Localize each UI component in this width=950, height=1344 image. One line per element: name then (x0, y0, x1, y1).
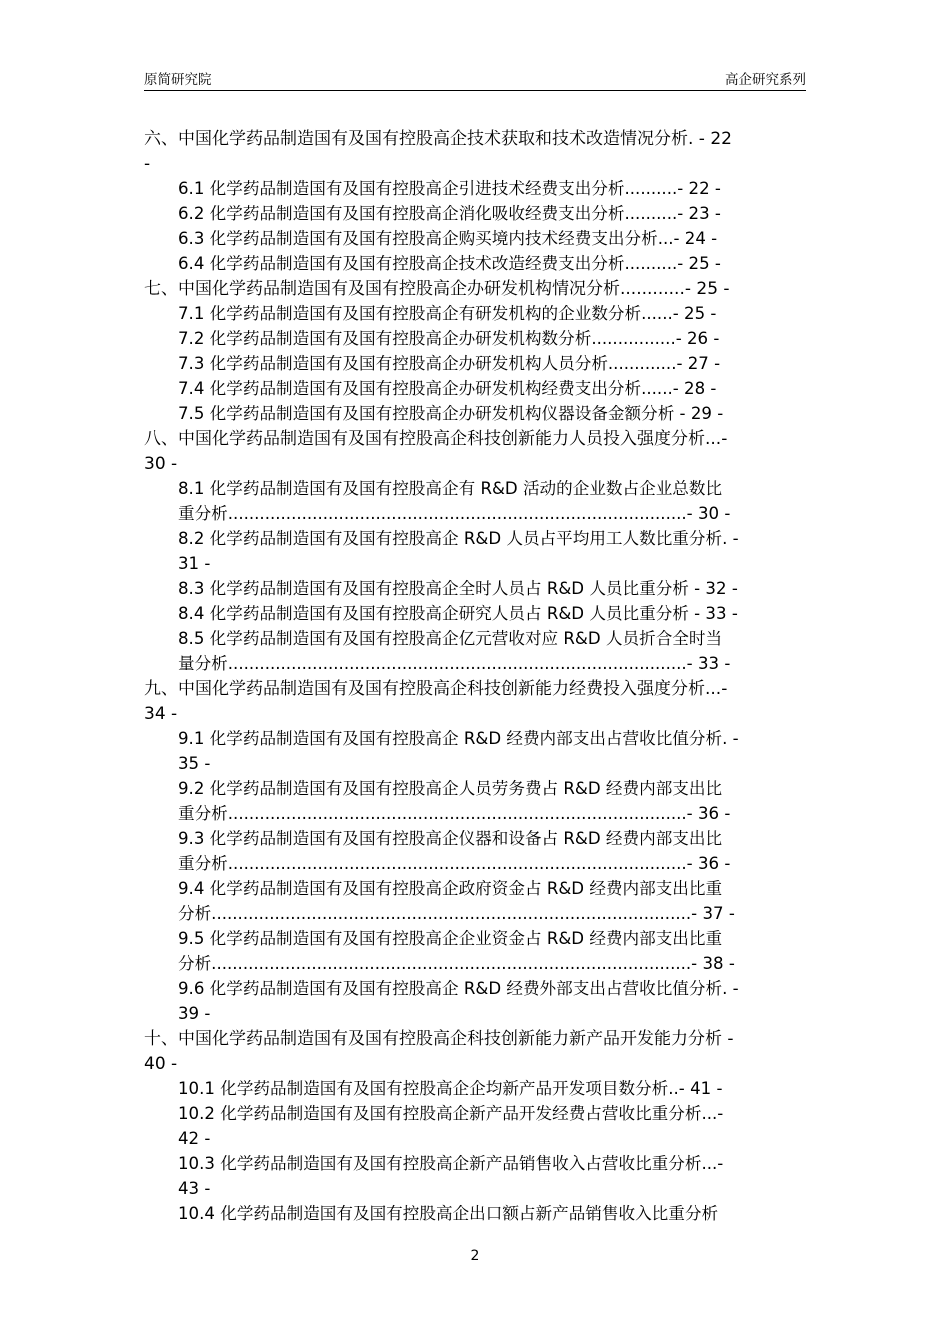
toc-section-line[interactable] (144, 226, 806, 251)
toc-section-line[interactable] (144, 551, 806, 576)
toc-chapter-line[interactable] (144, 276, 806, 301)
toc-line-text: 8.1 化学药品制造国有及国有控股高企有 R&D 活动的企业数占企业总数比 (178, 479, 723, 498)
toc-line-text: 42 - (178, 1129, 211, 1148)
toc-section-line[interactable] (144, 201, 806, 226)
toc-line-text: 分析...........................................................................................- 37 - (178, 904, 735, 923)
toc-chapter-line[interactable] (144, 426, 806, 451)
toc-line-text: 9.3 化学药品制造国有及国有控股高企仪器和设备占 R&D 经费内部支出比 (178, 829, 723, 848)
toc-line-text: 43 - (178, 1179, 211, 1198)
toc-section-line[interactable] (144, 926, 806, 951)
table-of-contents (144, 126, 806, 1226)
toc-chapter-line[interactable] (144, 151, 806, 176)
toc-section-line[interactable] (144, 951, 806, 976)
toc-section-line[interactable] (144, 251, 806, 276)
toc-line-text: 10.4 化学药品制造国有及国有控股高企出口额占新产品销售收入比重分析 (178, 1204, 719, 1223)
toc-line-text: 九、中国化学药品制造国有及国有控股高企科技创新能力经费投入强度分析...- (144, 679, 728, 699)
toc-section-line[interactable] (144, 851, 806, 876)
toc-chapter-line[interactable] (144, 1051, 806, 1076)
toc-line-text: 量分析.......................................................................................- 33 - (178, 654, 731, 673)
toc-line-text: - (144, 154, 151, 174)
toc-section-line[interactable] (144, 1176, 806, 1201)
toc-line-text: 31 - (178, 554, 211, 573)
toc-line-text: 七、中国化学药品制造国有及国有控股高企办研发机构情况分析............- 25 - (144, 279, 730, 299)
toc-line-text: 6.2 化学药品制造国有及国有控股高企消化吸收经费支出分析..........- 23 - (178, 204, 721, 223)
toc-section-line[interactable] (144, 1101, 806, 1126)
toc-section-line[interactable] (144, 1076, 806, 1101)
toc-line-text: 9.6 化学药品制造国有及国有控股高企 R&D 经费外部支出占营收比值分析. - (178, 979, 739, 998)
toc-section-line[interactable] (144, 726, 806, 751)
toc-section-line[interactable] (144, 301, 806, 326)
toc-section-line[interactable] (144, 976, 806, 1001)
toc-line-text: 30 - (144, 454, 178, 474)
toc-section-line[interactable] (144, 176, 806, 201)
toc-section-line[interactable] (144, 351, 806, 376)
toc-line-text: 7.3 化学药品制造国有及国有控股高企办研发机构人员分析.............- 27 - (178, 354, 721, 373)
toc-line-text: 39 - (178, 1004, 211, 1023)
toc-section-line[interactable] (144, 376, 806, 401)
toc-line-text: 10.2 化学药品制造国有及国有控股高企新产品开发经费占营收比重分析...- (178, 1104, 724, 1123)
toc-section-line[interactable] (144, 1201, 806, 1226)
toc-chapter-line[interactable] (144, 451, 806, 476)
toc-line-text: 40 - (144, 1054, 178, 1074)
toc-line-text: 六、中国化学药品制造国有及国有控股高企技术获取和技术改造情况分析. - 22 (144, 129, 732, 149)
toc-section-line[interactable] (144, 501, 806, 526)
toc-line-text: 重分析.......................................................................................- 30 - (178, 504, 731, 523)
toc-line-text: 7.1 化学药品制造国有及国有控股高企有研发机构的企业数分析......- 25 - (178, 304, 717, 323)
toc-line-text: 8.4 化学药品制造国有及国有控股高企研究人员占 R&D 人员比重分析 - 33 - (178, 604, 738, 623)
toc-line-text: 6.3 化学药品制造国有及国有控股高企购买境内技术经费支出分析...- 24 - (178, 229, 718, 248)
toc-section-line[interactable] (144, 1126, 806, 1151)
toc-line-text: 分析...........................................................................................- 38 - (178, 954, 735, 973)
toc-line-text: 6.4 化学药品制造国有及国有控股高企技术改造经费支出分析..........- 25 - (178, 254, 721, 273)
toc-line-text: 10.1 化学药品制造国有及国有控股高企企均新产品开发项目数分析..- 41 - (178, 1079, 723, 1098)
toc-section-line[interactable] (144, 626, 806, 651)
header-series-name: 高企研究系列 (725, 72, 806, 88)
toc-section-line[interactable] (144, 826, 806, 851)
toc-chapter-line[interactable] (144, 126, 806, 151)
toc-section-line[interactable] (144, 1151, 806, 1176)
toc-section-line[interactable] (144, 576, 806, 601)
toc-line-text: 9.1 化学药品制造国有及国有控股高企 R&D 经费内部支出占营收比值分析. - (178, 729, 739, 748)
toc-section-line[interactable] (144, 1001, 806, 1026)
toc-section-line[interactable] (144, 651, 806, 676)
toc-line-text: 7.2 化学药品制造国有及国有控股高企办研发机构数分析................- 26 - (178, 329, 720, 348)
page-header (144, 68, 806, 91)
toc-line-text: 6.1 化学药品制造国有及国有控股高企引进技术经费支出分析..........- 22 - (178, 179, 721, 198)
toc-line-text: 9.4 化学药品制造国有及国有控股高企政府资金占 R&D 经费内部支出比重 (178, 879, 723, 898)
header-org-name: 原简研究院 (144, 72, 212, 88)
toc-section-line[interactable] (144, 476, 806, 501)
toc-line-text: 9.5 化学药品制造国有及国有控股高企企业资金占 R&D 经费内部支出比重 (178, 929, 723, 948)
toc-section-line[interactable] (144, 876, 806, 901)
toc-line-text: 重分析.......................................................................................- 36 - (178, 804, 731, 823)
toc-section-line[interactable] (144, 526, 806, 551)
toc-line-text: 35 - (178, 754, 211, 773)
toc-chapter-line[interactable] (144, 1026, 806, 1051)
toc-section-line[interactable] (144, 326, 806, 351)
toc-chapter-line[interactable] (144, 676, 806, 701)
toc-section-line[interactable] (144, 601, 806, 626)
toc-line-text: 十、中国化学药品制造国有及国有控股高企科技创新能力新产品开发能力分析 - (144, 1029, 734, 1049)
toc-section-line[interactable] (144, 401, 806, 426)
toc-line-text: 34 - (144, 704, 178, 724)
toc-section-line[interactable] (144, 901, 806, 926)
toc-line-text: 重分析.......................................................................................- 36 - (178, 854, 731, 873)
toc-line-text: 8.2 化学药品制造国有及国有控股高企 R&D 人员占平均用工人数比重分析. - (178, 529, 739, 548)
toc-section-line[interactable] (144, 801, 806, 826)
toc-line-text: 8.3 化学药品制造国有及国有控股高企全时人员占 R&D 人员比重分析 - 32 - (178, 579, 738, 598)
toc-section-line[interactable] (144, 751, 806, 776)
toc-line-text: 9.2 化学药品制造国有及国有控股高企人员劳务费占 R&D 经费内部支出比 (178, 779, 723, 798)
toc-line-text: 8.5 化学药品制造国有及国有控股高企亿元营收对应 R&D 人员折合全时当 (178, 629, 723, 648)
toc-chapter-line[interactable] (144, 701, 806, 726)
toc-section-line[interactable] (144, 776, 806, 801)
page-number: 2 (470, 1248, 480, 1264)
toc-line-text: 7.4 化学药品制造国有及国有控股高企办研发机构经费支出分析......- 28 - (178, 379, 717, 398)
toc-line-text: 10.3 化学药品制造国有及国有控股高企新产品销售收入占营收比重分析...- (178, 1154, 724, 1173)
toc-line-text: 7.5 化学药品制造国有及国有控股高企办研发机构仪器设备金额分析 - 29 - (178, 404, 724, 423)
toc-line-text: 八、中国化学药品制造国有及国有控股高企科技创新能力人员投入强度分析...- (144, 429, 728, 449)
